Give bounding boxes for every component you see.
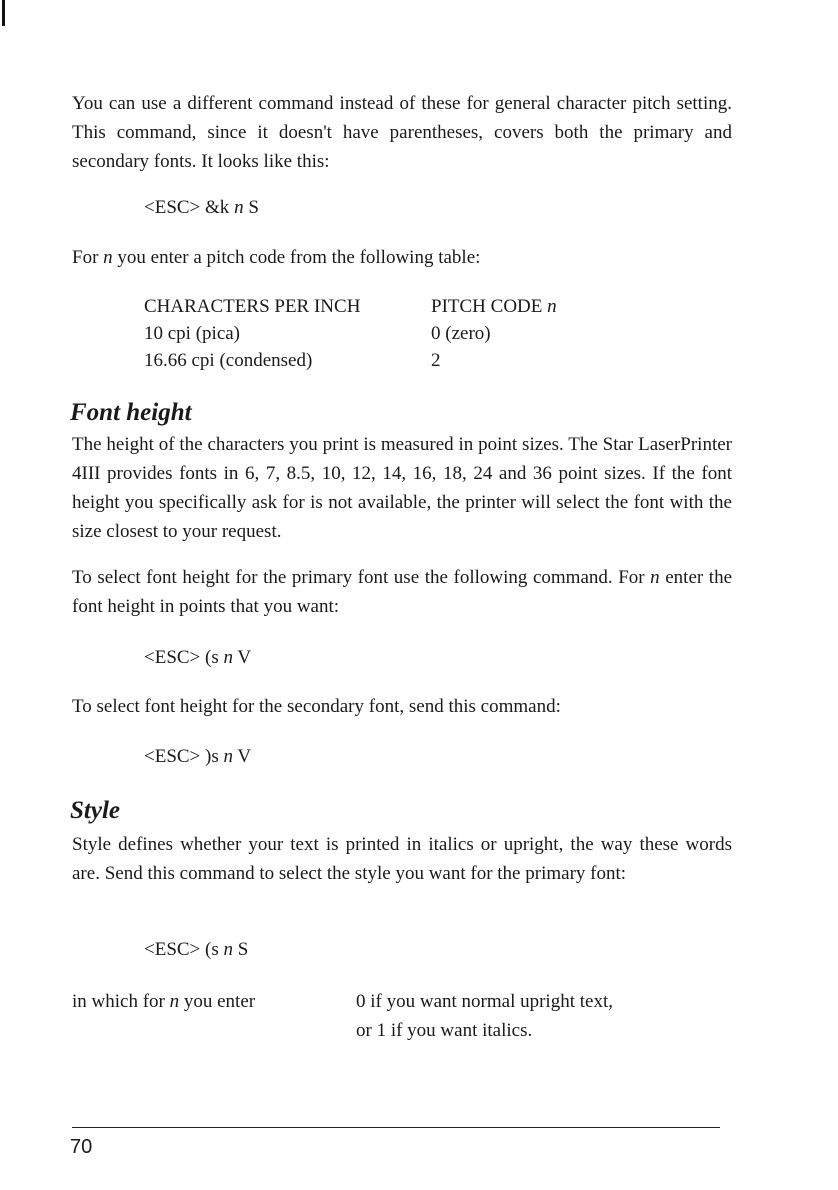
header-cpi: CHARACTERS PER INCH: [144, 296, 361, 317]
pitch-lead-suffix: you enter a pitch code from the following table:: [112, 247, 481, 268]
primary-cmd-suffix: V: [233, 647, 252, 668]
primary-height-command: [144, 643, 251, 672]
row-code: 2: [431, 350, 441, 371]
primary-cmd-prefix: <ESC> (s: [144, 647, 224, 668]
pitch-table: [144, 293, 664, 374]
primary-height-text-a: To select font height for the primary font use the following command. For: [72, 567, 651, 588]
style-cmd-suffix: S: [233, 939, 249, 960]
font-height-heading: Font height: [70, 399, 192, 426]
table-row: [144, 320, 664, 347]
style-cmd-var: n: [223, 939, 233, 960]
secondary-cmd-var: n: [223, 746, 233, 767]
style-command: [144, 935, 248, 964]
style-option-italics: or 1 if you want italics.: [356, 1020, 533, 1041]
which-prefix: in which for: [72, 991, 170, 1012]
row-cpi: 10 cpi (pica): [144, 323, 241, 344]
pitch-command-var: n: [234, 197, 244, 218]
primary-height-text-b: enter the font height in points that you want:: [72, 567, 732, 617]
style-which-label: [72, 987, 356, 1045]
pitch-command: [144, 193, 259, 222]
primary-height-paragraph: [72, 563, 732, 621]
pitch-lead-var: n: [103, 247, 113, 268]
which-suffix: you enter: [179, 991, 256, 1012]
style-heading: Style: [70, 797, 120, 824]
font-height-paragraph: The height of the characters you print is measured in point sizes. The Star LaserPrinter 4III provides fonts in 6, 7, 8.5, 10, 12, 14, 16, 18, 24 and 36 point sizes. If the font height you specifically ask for is not available, the printer will select the font with the size closest to your request.: [72, 434, 732, 542]
secondary-cmd-prefix: <ESC> )s: [144, 746, 224, 767]
table-row: [144, 347, 664, 374]
intro-paragraph: You can use a different command instead of these for general character pitch setting. This command, since it doesn't have parentheses, covers both the primary and secondary fonts. It looks like this:: [72, 93, 732, 172]
style-options: [72, 987, 732, 1045]
footer-rule: [72, 1127, 720, 1128]
pitch-command-prefix: <ESC> &k: [144, 197, 235, 218]
style-option-list: [356, 987, 732, 1045]
secondary-height-command: [144, 742, 251, 771]
pitch-lead: [72, 243, 732, 272]
secondary-height-paragraph: To select font height for the secondary font, send this command:: [72, 696, 561, 717]
style-option-upright: 0 if you want normal upright text,: [356, 991, 613, 1012]
which-var: n: [169, 991, 180, 1012]
page-number: 70: [70, 1136, 93, 1158]
pitch-table-header: [144, 293, 664, 320]
primary-height-var: n: [650, 567, 660, 588]
style-paragraph: Style defines whether your text is printed in italics or upright, the way these words are. Send this command to select the style you want for the primary font:: [72, 834, 732, 884]
header-pitch-code-label: PITCH CODE: [431, 296, 548, 317]
pitch-lead-prefix: For: [72, 247, 104, 268]
scan-edge-mark: [2, 0, 5, 26]
secondary-cmd-suffix: V: [233, 746, 252, 767]
row-code: 0 (zero): [431, 323, 491, 344]
header-pitch-code-var: n: [547, 296, 557, 317]
header-pitch-code: [431, 293, 661, 320]
row-cpi: 16.66 cpi (condensed): [144, 350, 313, 371]
style-cmd-prefix: <ESC> (s: [144, 939, 224, 960]
primary-cmd-var: n: [223, 647, 233, 668]
pitch-command-suffix: S: [243, 197, 259, 218]
